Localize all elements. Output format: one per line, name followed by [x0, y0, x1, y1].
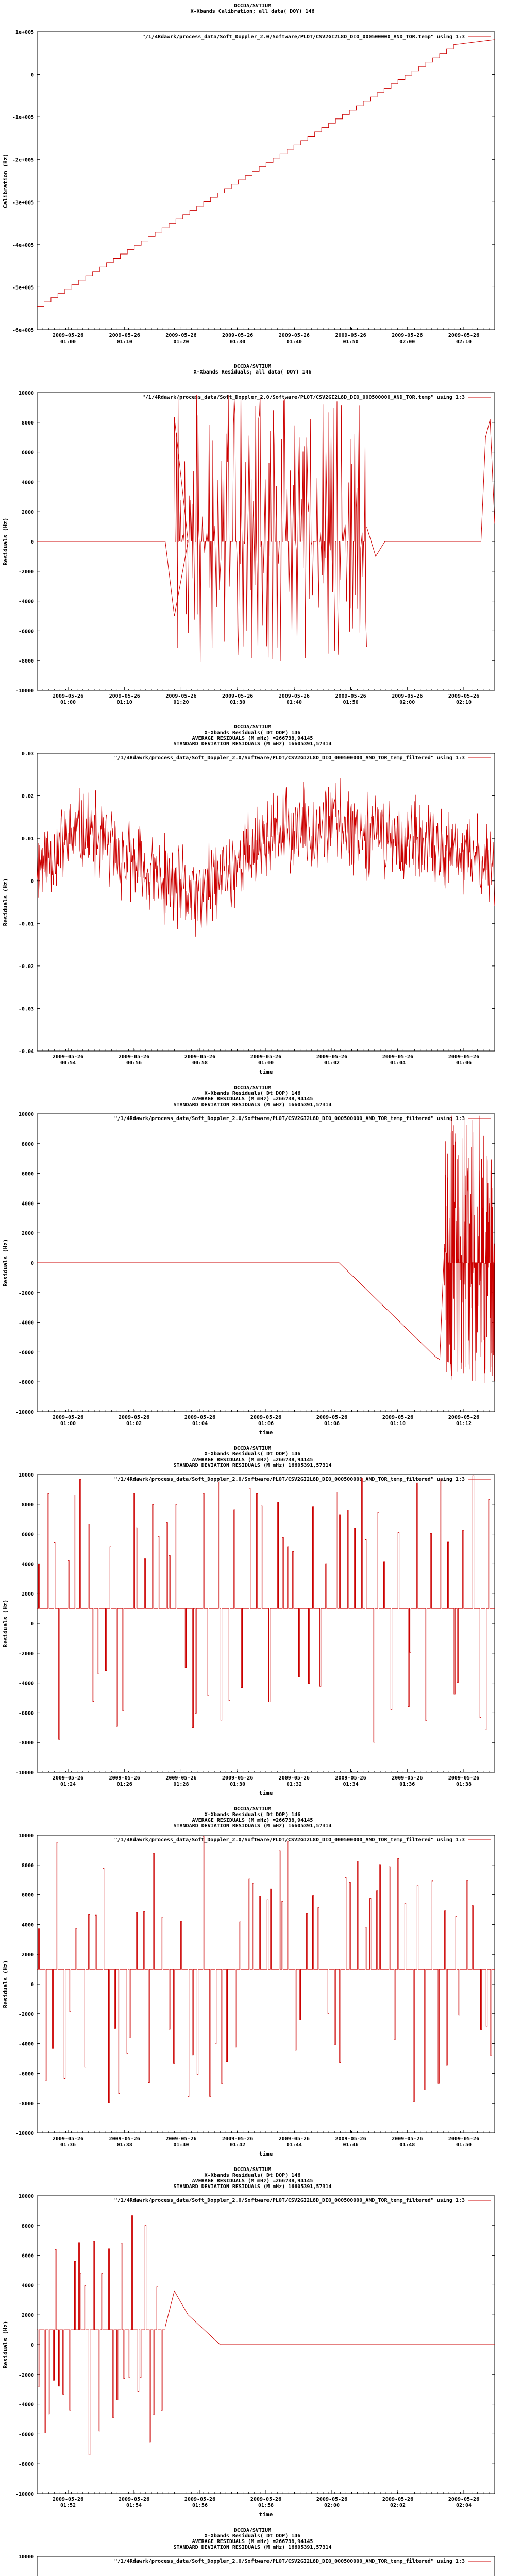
- series-line-2: [366, 419, 495, 556]
- series-line-1: [37, 778, 495, 937]
- x-tick-label-date: 2009-05-26: [448, 2497, 480, 2502]
- x-tick-label-date: 2009-05-26: [165, 1775, 197, 1781]
- x-tick-label-date: 2009-05-26: [448, 1415, 480, 1420]
- chart-title-line: AVERAGE RESIDUALS (M mHz) =266738,94145: [192, 1818, 313, 1823]
- x-tick-label-date: 2009-05-26: [392, 1775, 423, 1781]
- y-tick-label: -3e+005: [12, 200, 34, 206]
- chart-title-line: AVERAGE RESIDUALS (M mHz) =266738,94145: [192, 2178, 313, 2184]
- legend-label: "/1/4Rdawrk/process_data/Soft_Doppler_2.0/Software/PLOT/CSV2GI2L8D_DIO_000500000_AND_TOR.temp" using 1:3: [142, 395, 465, 400]
- chart-panel-6: [0, 1803, 505, 2164]
- legend-label: "/1/4Rdawrk/process_data/Soft_Doppler_2.0/Software/PLOT/CSV2GI2L8D_DIO_000500000_AND_TOR_temp_filtered" using 1:3: [114, 1837, 465, 1843]
- x-tick-label-date: 2009-05-26: [278, 1775, 310, 1781]
- chart-title-line: DCCDA/SVTIUM: [233, 724, 272, 730]
- chart-title-line: X-Xbands Residuals( Dt DOP) 146: [204, 1091, 301, 1096]
- chart-title-line: STANDARD DEVIATION RESIDUALS (M mHz) 16605391,57314: [173, 1463, 332, 1468]
- x-tick-label-time: 00:58: [192, 1060, 208, 1066]
- legend-label: "/1/4Rdawrk/process_data/Soft_Doppler_2.0/Software/PLOT/CSV2GI2L8D_DIO_000500000_AND_TOR_temp_filtered" using 1:3: [114, 1477, 465, 1482]
- x-tick-label-date: 2009-05-26: [382, 1054, 414, 1060]
- y-tick-label: -4000: [18, 1681, 34, 1687]
- x-tick-label-time: 01:50: [343, 339, 359, 345]
- y-tick-label: -2e+005: [12, 157, 34, 163]
- x-tick-label-time: 02:02: [390, 2503, 406, 2509]
- series-line-2: [165, 2291, 495, 2345]
- y-tick-label: 6000: [21, 1892, 34, 1899]
- x-tick-label-time: 01:58: [258, 2503, 274, 2509]
- y-tick-label: -0.04: [18, 1049, 34, 1055]
- x-tick-label-date: 2009-05-26: [184, 2497, 216, 2502]
- x-tick-label-date: 2009-05-26: [335, 1775, 366, 1781]
- x-tick-label-time: 01:30: [230, 700, 246, 705]
- y-tick-label: 8000: [21, 1141, 34, 1147]
- plot-frame: [37, 32, 495, 330]
- y-tick-label: -4000: [18, 2402, 34, 2408]
- x-tick-label-time: 01:30: [230, 339, 246, 345]
- y-axis-label: Residuals (Hz): [2, 517, 9, 566]
- y-tick-label: 8000: [21, 1502, 34, 1508]
- y-tick-label: 10000: [18, 1472, 34, 1478]
- x-tick-label-date: 2009-05-26: [382, 1415, 414, 1420]
- x-tick-label-time: 02:00: [399, 339, 415, 345]
- chart-title-line: X-Xbands Residuals( Dt DOP) 146: [204, 2173, 301, 2178]
- y-tick-label: -4e+005: [12, 242, 34, 248]
- y-tick-label: -2000: [18, 569, 34, 575]
- x-axis-label: time: [259, 1429, 273, 1436]
- x-tick-label-time: 01:48: [399, 2142, 415, 2148]
- x-tick-label-time: 01:24: [60, 1782, 76, 1787]
- x-tick-label-time: 02:04: [456, 2503, 472, 2509]
- y-axis-label: Residuals (Hz): [2, 1960, 9, 2008]
- x-tick-label-date: 2009-05-26: [52, 1054, 84, 1060]
- y-tick-label: 4000: [21, 1201, 34, 1207]
- x-tick-label-date: 2009-05-26: [382, 2497, 414, 2502]
- x-tick-label-time: 01:46: [343, 2142, 359, 2148]
- x-tick-label-time: 01:40: [286, 339, 302, 345]
- y-tick-label: 6000: [21, 2253, 34, 2259]
- x-tick-label-date: 2009-05-26: [165, 693, 197, 699]
- legend-label: "/1/4Rdawrk/process_data/Soft_Doppler_2.0/Software/PLOT/CSV2GI2L8D_DIO_000500000_AND_TOR.temp" using 1:3: [142, 34, 465, 40]
- y-tick-label: -4000: [18, 1320, 34, 1326]
- x-tick-label-time: 01:28: [173, 1782, 189, 1787]
- chart-title-line: X-Xbands Residuals( Dt DOP) 146: [204, 1451, 301, 1457]
- chart-title-line: DCCDA/SVTIUM: [233, 2167, 272, 2173]
- y-tick-label: -4000: [18, 599, 34, 605]
- chart-panel-7: [0, 2164, 505, 2524]
- x-tick-label-date: 2009-05-26: [250, 1415, 282, 1420]
- y-axis-label: Residuals (Hz): [2, 1239, 9, 1287]
- x-tick-label-date: 2009-05-26: [109, 693, 140, 699]
- y-tick-label: 2000: [21, 1231, 34, 1237]
- x-tick-label-date: 2009-05-26: [184, 1415, 216, 1420]
- x-tick-label-time: 01:52: [60, 2503, 76, 2509]
- chart-title-line: DCCDA/SVTIUM: [233, 3, 272, 9]
- x-tick-label-date: 2009-05-26: [118, 1054, 150, 1060]
- x-tick-label-date: 2009-05-26: [278, 2136, 310, 2142]
- x-tick-label-time: 02:10: [456, 339, 472, 345]
- x-tick-label-date: 2009-05-26: [222, 693, 254, 699]
- y-tick-label: 8000: [21, 1862, 34, 1869]
- x-tick-label-time: 01:42: [230, 2142, 246, 2148]
- x-tick-label-time: 01:00: [258, 1060, 274, 1066]
- x-tick-label-date: 2009-05-26: [448, 693, 480, 699]
- y-tick-label: -8000: [18, 2101, 34, 2107]
- x-tick-label-time: 01:44: [286, 2142, 302, 2148]
- x-tick-label-date: 2009-05-26: [222, 2136, 254, 2142]
- chart-title-line: X-Xbands Residuals( Dt DOP) 146: [204, 730, 301, 736]
- y-axis-label: Residuals (Hz): [2, 2320, 9, 2369]
- x-tick-label-time: 01:02: [126, 1421, 142, 1427]
- chart-title-line: DCCDA/SVTIUM: [233, 364, 272, 369]
- x-tick-label-time: 01:10: [116, 339, 132, 345]
- y-tick-label: -0.01: [18, 921, 34, 927]
- chart-title-line: X-Xbands Residuals( Dt DOP) 146: [204, 2533, 301, 2539]
- series-line-1: [37, 40, 495, 307]
- chart-panel-1: [0, 0, 505, 361]
- chart-panel-4: [0, 1082, 505, 1443]
- legend-label: "/1/4Rdawrk/process_data/Soft_Doppler_2.0/Software/PLOT/CSV2GI2L8D_DIO_000500000_AND_TOR_temp_filtered" using 1:3: [114, 755, 465, 761]
- chart-title-line: DCCDA/SVTIUM: [233, 1446, 272, 1451]
- chart-title-line: DCCDA/SVTIUM: [233, 2528, 272, 2533]
- x-tick-label-date: 2009-05-26: [222, 333, 254, 338]
- y-tick-label: 1e+005: [15, 30, 34, 36]
- y-tick-label: 0: [30, 72, 34, 78]
- chart-title-line: AVERAGE RESIDUALS (M mHz) =266738,94145: [192, 2539, 313, 2545]
- x-tick-label-time: 01:06: [258, 1421, 274, 1427]
- x-tick-label-time: 01:10: [116, 700, 132, 705]
- x-tick-label-time: 01:38: [116, 2142, 132, 2148]
- x-tick-label-date: 2009-05-26: [118, 1415, 150, 1420]
- y-tick-label: 4000: [21, 480, 34, 486]
- y-tick-label: 4000: [21, 1562, 34, 1568]
- y-tick-label: -10000: [15, 1770, 34, 1776]
- x-tick-label-time: 00:56: [126, 1060, 142, 1066]
- y-axis-label: Calibration (Hz): [2, 154, 9, 208]
- chart-title-line: STANDARD DEVIATION RESIDUALS (M mHz) 16605391,57314: [173, 2184, 332, 2190]
- x-tick-label-date: 2009-05-26: [165, 333, 197, 338]
- x-tick-label-date: 2009-05-26: [392, 333, 423, 338]
- x-tick-label-date: 2009-05-26: [448, 333, 480, 338]
- y-tick-label: -8000: [18, 2462, 34, 2468]
- series-line-1: [37, 1248, 444, 1360]
- x-tick-label-time: 00:54: [60, 1060, 76, 1066]
- y-tick-label: 0: [30, 1261, 34, 1266]
- y-axis-label: Residuals (Hz): [2, 878, 9, 926]
- x-tick-label-time: 01:20: [173, 339, 189, 345]
- y-axis-label: Residuals (Hz): [2, 1599, 9, 1648]
- x-tick-label-time: 01:50: [343, 700, 359, 705]
- x-tick-label-time: 01:40: [173, 2142, 189, 2148]
- chart-panel-5: [0, 1443, 505, 1803]
- y-tick-label: -6000: [18, 2071, 34, 2077]
- legend-label: "/1/4Rdawrk/process_data/Soft_Doppler_2.0/Software/PLOT/CSV2GI2L8D_DIO_000500000_AND_TOR_temp_filtered" using 1:3: [114, 1116, 465, 1122]
- chart-title-line: X-Xbands Residuals; all data( DOY) 146: [193, 369, 312, 375]
- chart-title-line: AVERAGE RESIDUALS (M mHz) =266738,94145: [192, 736, 313, 741]
- x-tick-label-date: 2009-05-26: [52, 333, 84, 338]
- y-tick-label: 4000: [21, 2283, 34, 2289]
- y-tick-label: -10000: [15, 2492, 34, 2497]
- y-tick-label: -6000: [18, 1350, 34, 1356]
- series-line-2: [444, 1116, 495, 1383]
- x-tick-label-date: 2009-05-26: [184, 1054, 216, 1060]
- x-tick-label-time: 01:26: [116, 1782, 132, 1787]
- chart-title-line: AVERAGE RESIDUALS (M mHz) =266738,94145: [192, 1096, 313, 1102]
- plot-frame: [37, 753, 495, 1051]
- y-tick-label: 2000: [21, 1952, 34, 1958]
- x-tick-label-date: 2009-05-26: [52, 2497, 84, 2502]
- x-axis-label: time: [259, 1069, 273, 1075]
- x-tick-label-date: 2009-05-26: [448, 1775, 480, 1781]
- x-tick-label-date: 2009-05-26: [109, 1775, 140, 1781]
- legend-label: "/1/4Rdawrk/process_data/Soft_Doppler_2.0/Software/PLOT/CSV2GI2L8D_DIO_000500000_AND_TOR_temp_filtered" using 1:3: [114, 2558, 465, 2564]
- y-tick-label: 10000: [18, 1112, 34, 1117]
- x-tick-label-time: 01:02: [324, 1060, 340, 1066]
- legend-label: "/1/4Rdawrk/process_data/Soft_Doppler_2.0/Software/PLOT/CSV2GI2L8D_DIO_000500000_AND_TOR_temp_filtered" using 1:3: [114, 2198, 465, 2204]
- y-tick-label: -1e+005: [12, 115, 34, 121]
- x-tick-label-date: 2009-05-26: [392, 693, 423, 699]
- y-tick-label: -10000: [15, 1410, 34, 1415]
- y-tick-label: -0.02: [18, 963, 34, 970]
- x-tick-label-time: 01:32: [286, 1782, 302, 1787]
- chart-title-line: DCCDA/SVTIUM: [233, 1806, 272, 1812]
- y-tick-label: 0.01: [21, 836, 34, 842]
- y-tick-label: 10000: [18, 2194, 34, 2199]
- y-tick-label: -4000: [18, 2041, 34, 2047]
- y-tick-label: -6000: [18, 629, 34, 635]
- chart-title-line: STANDARD DEVIATION RESIDUALS (M mHz) 16605391,57314: [173, 2545, 332, 2550]
- y-tick-label: 2000: [21, 510, 34, 516]
- x-tick-label-time: 02:00: [324, 2503, 340, 2509]
- x-tick-label-date: 2009-05-26: [52, 2136, 84, 2142]
- y-tick-label: -10000: [15, 688, 34, 694]
- x-tick-label-date: 2009-05-26: [278, 693, 310, 699]
- x-tick-label-time: 01:30: [230, 1782, 246, 1787]
- y-tick-label: -8000: [18, 1380, 34, 1386]
- x-tick-label-time: 01:56: [192, 2503, 208, 2509]
- plot-frame: [37, 1475, 495, 1772]
- x-tick-label-time: 01:38: [456, 1782, 472, 1787]
- x-tick-label-time: 01:34: [343, 1782, 359, 1787]
- y-tick-label: -2000: [18, 2011, 34, 2018]
- x-tick-label-time: 02:10: [456, 700, 472, 705]
- x-tick-label-time: 01:00: [60, 1421, 76, 1427]
- x-tick-label-date: 2009-05-26: [335, 693, 366, 699]
- chart-title-line: X-Xbands Residuals( Dt DOP) 146: [204, 1812, 301, 1818]
- series-line-1: [37, 1476, 495, 1742]
- x-tick-label-time: 01:20: [173, 700, 189, 705]
- x-tick-label-date: 2009-05-26: [316, 1054, 348, 1060]
- y-tick-label: -6e+005: [12, 328, 34, 333]
- x-tick-label-time: 01:10: [390, 1421, 406, 1427]
- y-tick-label: -8000: [18, 658, 34, 665]
- x-tick-label-time: 02:00: [399, 700, 415, 705]
- x-tick-label-date: 2009-05-26: [250, 2497, 282, 2502]
- plot-frame: [37, 1835, 495, 2133]
- x-tick-label-time: 01:00: [60, 700, 76, 705]
- x-tick-label-time: 01:08: [324, 1421, 340, 1427]
- x-tick-label-time: 01:40: [286, 700, 302, 705]
- x-tick-label-date: 2009-05-26: [109, 333, 140, 338]
- y-tick-label: -5e+005: [12, 285, 34, 291]
- y-tick-label: 10000: [18, 1833, 34, 1839]
- chart-title-line: AVERAGE RESIDUALS (M mHz) =266738,94145: [192, 1457, 313, 1463]
- x-tick-label-time: 01:54: [126, 2503, 142, 2509]
- x-tick-label-date: 2009-05-26: [316, 1415, 348, 1420]
- y-tick-label: -0.03: [18, 1006, 34, 1012]
- chart-title-line: STANDARD DEVIATION RESIDUALS (M mHz) 16605391,57314: [173, 741, 332, 747]
- x-tick-label-time: 01:36: [60, 2142, 76, 2148]
- y-tick-label: 2000: [21, 2313, 34, 2319]
- x-tick-label-date: 2009-05-26: [109, 2136, 140, 2142]
- x-tick-label-date: 2009-05-26: [250, 1054, 282, 1060]
- x-tick-label-time: 01:12: [456, 1421, 472, 1427]
- x-tick-label-date: 2009-05-26: [448, 2136, 480, 2142]
- chart-title-line: X-Xbands Calibration; all data( DOY) 146: [190, 9, 315, 14]
- x-tick-label-time: 01:04: [390, 1060, 406, 1066]
- chart-panel-3: [0, 721, 505, 1082]
- x-tick-label-date: 2009-05-26: [52, 1415, 84, 1420]
- series-line-1: [37, 1837, 495, 2103]
- y-tick-label: -2000: [18, 2372, 34, 2378]
- y-tick-label: 0: [30, 539, 34, 545]
- x-tick-label-date: 2009-05-26: [392, 2136, 423, 2142]
- x-tick-label-date: 2009-05-26: [335, 333, 366, 338]
- y-tick-label: 0: [30, 878, 34, 885]
- y-tick-label: 0.03: [21, 751, 34, 757]
- y-tick-label: 4000: [21, 1922, 34, 1928]
- chart-panel-2: [0, 361, 505, 721]
- chart-title-line: DCCDA/SVTIUM: [233, 1085, 272, 1091]
- y-tick-label: -10000: [15, 2131, 34, 2137]
- x-tick-label-date: 2009-05-26: [448, 1054, 480, 1060]
- y-tick-label: 6000: [21, 1171, 34, 1177]
- y-tick-label: 0: [30, 1982, 34, 1988]
- x-tick-label-date: 2009-05-26: [52, 1775, 84, 1781]
- series-line-1: [37, 2216, 165, 2455]
- x-tick-label-time: 01:06: [456, 1060, 472, 1066]
- y-tick-label: 10000: [18, 2554, 34, 2560]
- chart-title-line: STANDARD DEVIATION RESIDUALS (M mHz) 16605391,57314: [173, 1823, 332, 1829]
- y-tick-label: 8000: [21, 420, 34, 426]
- series-line-1: [37, 395, 366, 662]
- y-tick-label: 0: [30, 1621, 34, 1627]
- y-tick-label: 0.02: [21, 793, 34, 800]
- chart-panel-8: [0, 2524, 505, 2576]
- y-tick-label: 6000: [21, 450, 34, 456]
- x-tick-label-time: 01:00: [60, 339, 76, 345]
- x-axis-label: time: [259, 2150, 273, 2157]
- y-tick-label: -8000: [18, 1740, 34, 1747]
- x-axis-label: time: [259, 2511, 273, 2518]
- x-tick-label-date: 2009-05-26: [118, 2497, 150, 2502]
- x-tick-label-date: 2009-05-26: [52, 693, 84, 699]
- x-tick-label-time: 01:04: [192, 1421, 208, 1427]
- x-tick-label-date: 2009-05-26: [335, 2136, 366, 2142]
- y-tick-label: -2000: [18, 1651, 34, 1657]
- y-tick-label: 8000: [21, 2223, 34, 2229]
- x-axis-label: time: [259, 1790, 273, 1797]
- y-tick-label: -6000: [18, 2432, 34, 2438]
- y-tick-label: 2000: [21, 1591, 34, 1598]
- chart-title-line: STANDARD DEVIATION RESIDUALS (M mHz) 16605391,57314: [173, 1102, 332, 1108]
- y-tick-label: -6000: [18, 1710, 34, 1717]
- x-tick-label-date: 2009-05-26: [278, 333, 310, 338]
- x-tick-label-date: 2009-05-26: [222, 1775, 254, 1781]
- y-tick-label: -2000: [18, 1290, 34, 1296]
- x-tick-label-date: 2009-05-26: [316, 2497, 348, 2502]
- y-tick-label: 0: [30, 2343, 34, 2348]
- y-tick-label: 10000: [18, 391, 34, 396]
- x-tick-label-date: 2009-05-26: [165, 2136, 197, 2142]
- y-tick-label: 6000: [21, 1532, 34, 1538]
- x-tick-label-time: 01:36: [399, 1782, 415, 1787]
- x-tick-label-time: 01:50: [456, 2142, 472, 2148]
